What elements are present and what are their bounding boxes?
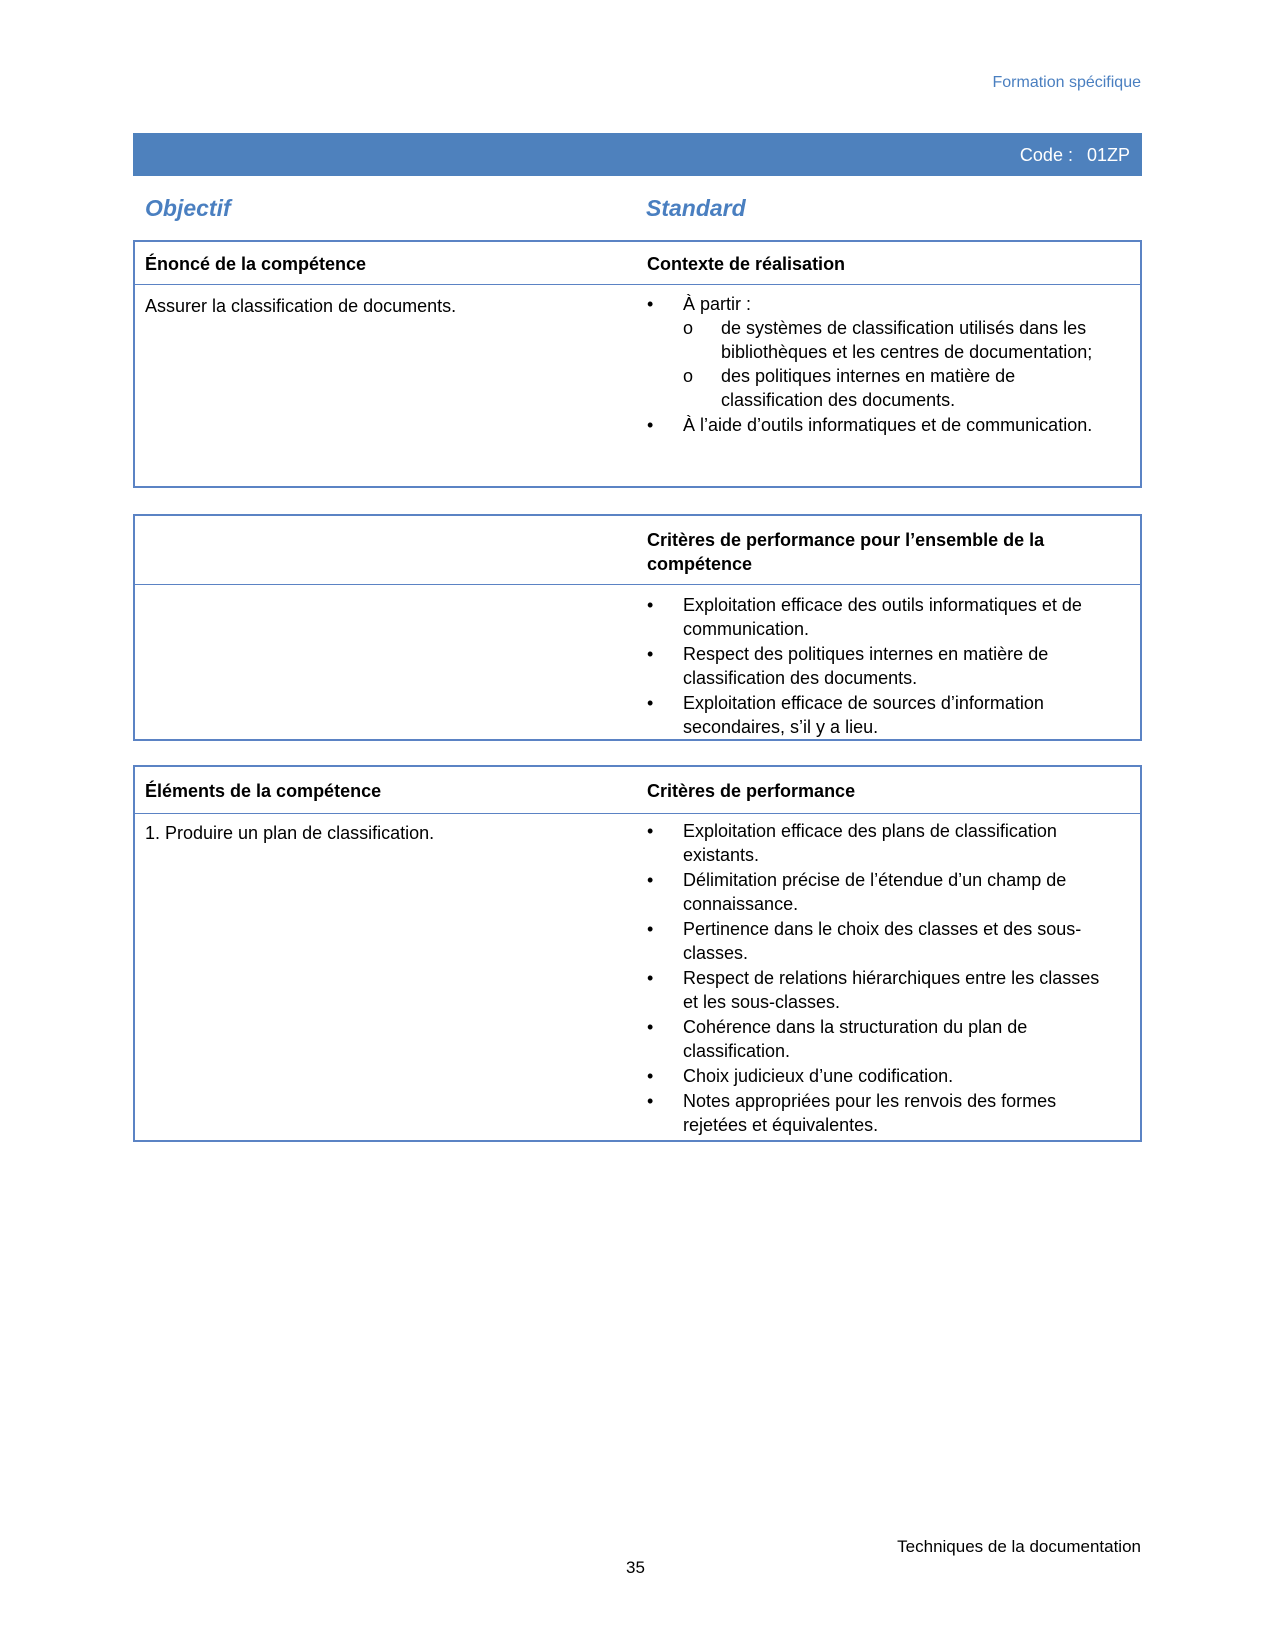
context-item (647, 292, 1103, 412)
context-item (647, 413, 1103, 437)
page-number: 35 (626, 1558, 645, 1577)
criterion-item: • Cohérence dans la structuration du plan de classification. (647, 1015, 1103, 1063)
code-bar (133, 133, 1142, 176)
context-subitem: o de systèmes de classification utilisés dans les bibliothèques et les centres de documentation; (683, 316, 1111, 364)
context-list (647, 292, 1103, 438)
context-header: Contexte de réalisation (647, 254, 846, 274)
competence-table-header (135, 242, 1140, 285)
criterion-item: • Pertinence dans le choix des classes et des sous-classes. (647, 917, 1103, 965)
code-value: 01ZP (1086, 145, 1130, 165)
elements-header: Éléments de la compétence (145, 781, 382, 801)
code-label: Code : (1019, 145, 1073, 165)
standard-title: Standard (646, 195, 746, 221)
performance-criteria-list (647, 819, 1103, 1138)
competence-table (133, 240, 1142, 488)
criterion-item: • Respect des politiques internes en matière de classification des documents. (647, 642, 1103, 690)
performance-criteria-header: Critères de performance (647, 781, 856, 801)
criterion-item: • Respect de relations hiérarchiques entre les classes et les sous-classes. (647, 966, 1103, 1014)
element-item: 1. Produire un plan de classification. (145, 823, 435, 843)
criterion-item: • Exploitation efficace des outils informatiques et de communication. (647, 593, 1103, 641)
criterion-item: • Notes appropriées pour les renvois des formes rejetées et équivalentes. (647, 1089, 1103, 1137)
criterion-item: • Choix judicieux d’une codification. (647, 1064, 1103, 1088)
criterion-item: • Délimitation précise de l’étendue d’un champ de connaissance. (647, 868, 1103, 916)
criterion-item: • Exploitation efficace des plans de classification existants. (647, 819, 1103, 867)
statement-header: Énoncé de la compétence (145, 254, 367, 274)
context-item-text: À partir : (683, 294, 752, 314)
elements-table-header (135, 767, 1140, 814)
criterion-item: • Exploitation efficace de sources d’information secondaires, s’il y a lieu. (647, 691, 1103, 739)
competence-statement: Assurer la classification de documents. (145, 296, 457, 316)
code-label-group (1020, 145, 1130, 166)
overall-criteria-table (133, 514, 1142, 741)
overall-criteria-header-row (135, 516, 1140, 585)
context-item-text: À l’aide d’outils informatiques et de communication. (683, 415, 1093, 435)
objective-title: Objectif (145, 195, 231, 221)
footer-program: Techniques de la documentation (897, 1537, 1141, 1556)
overall-criteria-list (647, 593, 1103, 740)
overall-criteria-header: Critères de performance pour l’ensemble de la compétence (647, 530, 1045, 574)
section-title: Formation spécifique (992, 74, 1141, 91)
context-subitem: o des politiques internes en matière de classification des documents. (683, 364, 1111, 412)
elements-table (133, 765, 1142, 1142)
